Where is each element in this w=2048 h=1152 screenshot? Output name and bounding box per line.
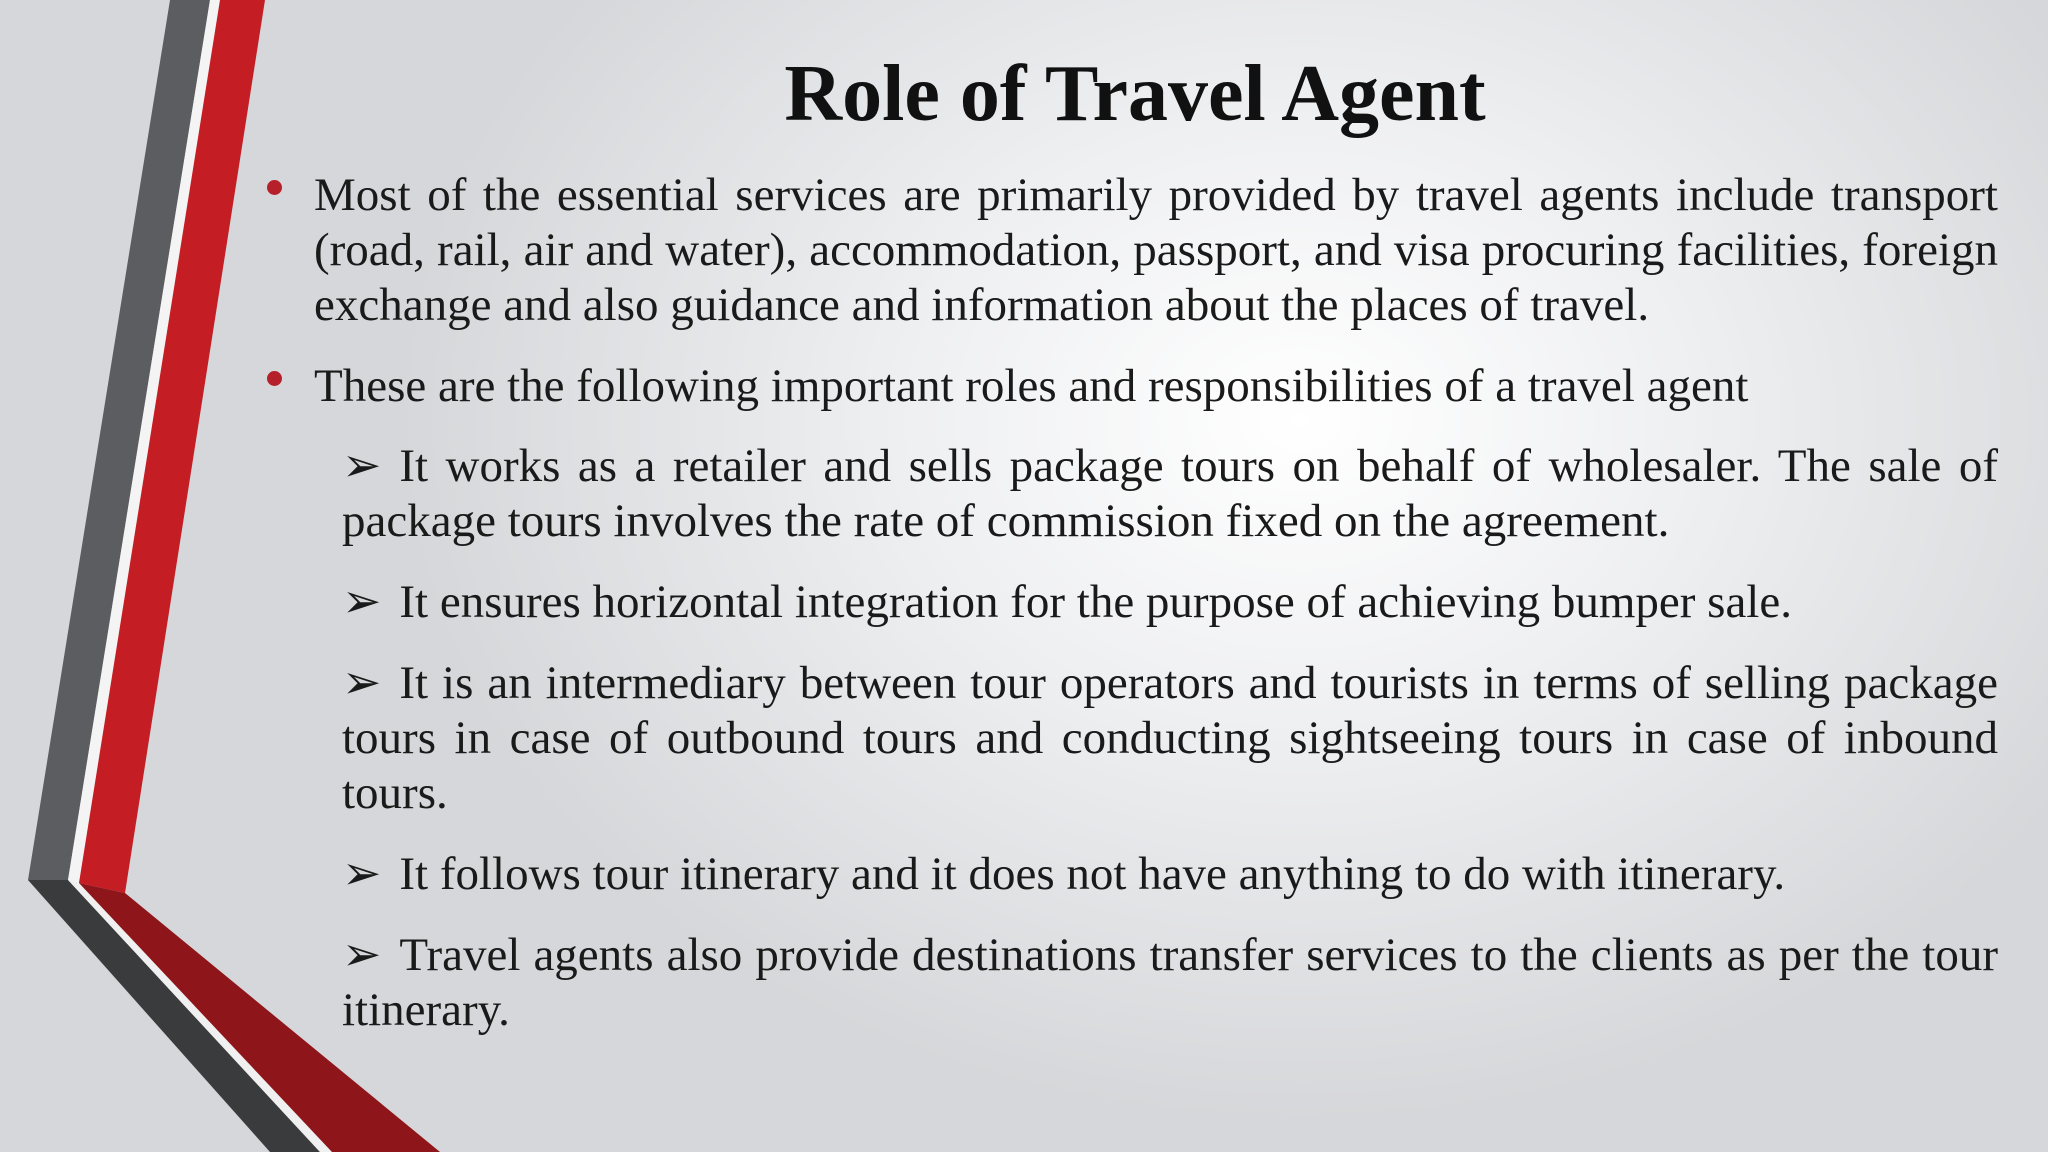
sub-bullet-text: It ensures horizontal integration for the purpose of achieving bumper sale. xyxy=(399,576,1792,628)
bullet-text: These are the following important roles and responsibilities of a travel agent xyxy=(314,360,1749,412)
bullet-dot-icon xyxy=(267,180,282,195)
sub-bullet-text: It works as a retailer and sells package tours on behalf of wholesaler. The sale of package tours involves the rate of commission fixed on the agreement. xyxy=(342,440,1998,547)
bullet-dot-icon xyxy=(267,371,282,386)
sub-bullet-text: It follows tour itinerary and it does not have anything to do with itinerary. xyxy=(399,848,1786,900)
sub-bullet-item xyxy=(342,928,1998,1038)
slide-content xyxy=(262,168,1998,1038)
arrow-bullet-icon: ➢ xyxy=(342,576,382,628)
bullet-item xyxy=(262,168,1998,333)
arrow-bullet-icon: ➢ xyxy=(342,657,382,709)
sub-bullet-text: It is an intermediary between tour operators and tourists in terms of selling package tours in case of outbound tours and conducting sightseeing tours in case of inbound tours. xyxy=(342,657,1998,819)
sub-bullet-item xyxy=(342,847,1998,902)
bullet-item xyxy=(262,359,1998,414)
bullet-text: Most of the essential services are primarily provided by travel agents include transport (road, rail, air and water), accommodation, passport, and visa procuring facilities, foreign exchange and also guidance and information about the places of travel. xyxy=(314,169,1998,331)
sub-bullet-item xyxy=(342,575,1998,630)
sub-bullet-item xyxy=(342,656,1998,821)
slide-title: Role of Travel Agent xyxy=(784,50,1486,138)
arrow-bullet-icon: ➢ xyxy=(342,929,382,981)
arrow-bullet-icon: ➢ xyxy=(342,440,382,492)
arrow-bullet-icon: ➢ xyxy=(342,848,382,900)
sub-bullet-text: Travel agents also provide destinations transfer services to the clients as per the tour itinerary. xyxy=(342,929,1998,1036)
sub-bullet-item xyxy=(342,439,1998,549)
sub-bullet-list xyxy=(262,439,1998,1038)
